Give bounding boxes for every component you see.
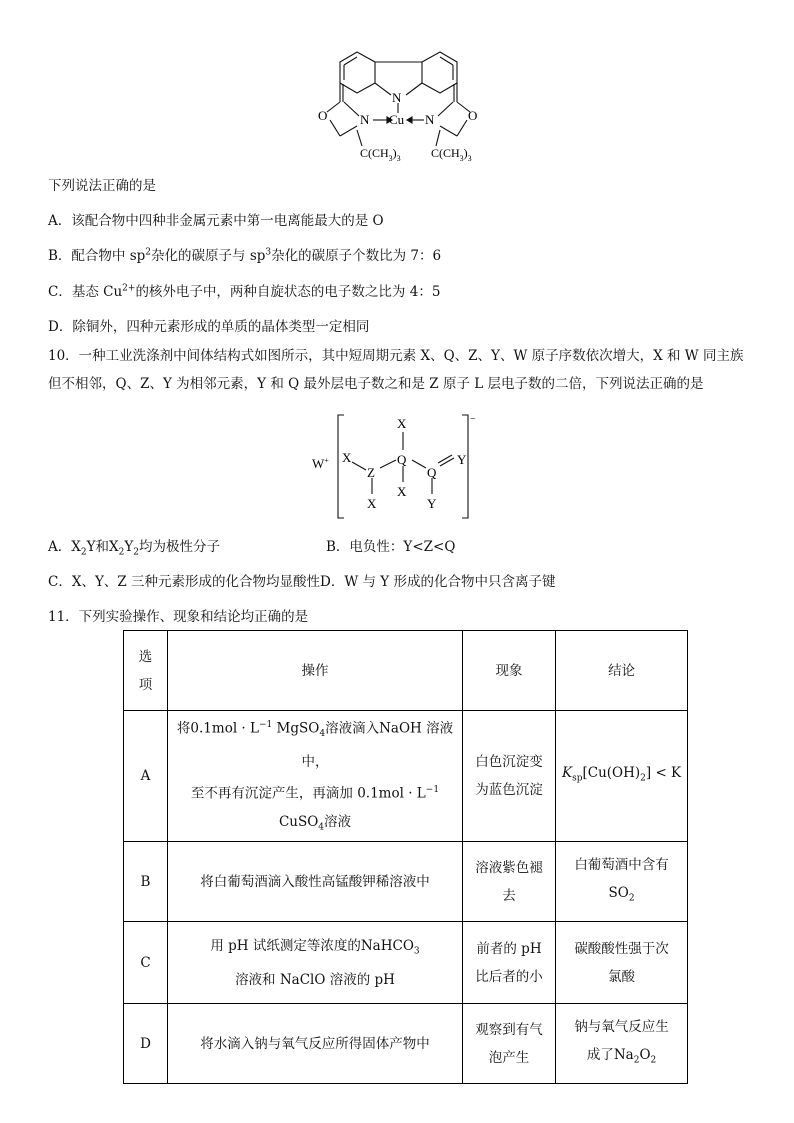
q-right-label: Q: [427, 465, 437, 480]
q10-options-c-d: C．X、Y、Z 三种元素形成的化合物均显酸性D．W 与 Y 形成的化合物中只含离子键: [48, 574, 556, 590]
row-d-option: D: [124, 1004, 168, 1084]
experiment-table: [123, 630, 688, 1084]
row-b-operation: 将白葡萄酒滴入酸性高锰酸钾稀溶液中: [168, 842, 463, 922]
q-center-label: Q: [397, 452, 407, 467]
anion-charge-label: −: [470, 414, 476, 425]
table-row: [124, 842, 688, 922]
tbu-right-label: $C(CH_3)_3$: [431, 146, 472, 163]
q10-option-a: A．$X_2Y$和$X_2Y_2$均为极性分子: [48, 539, 221, 558]
row-b-conclusion: 白葡萄酒中含有 $SO_2$: [556, 842, 688, 922]
table-row: [124, 1004, 688, 1084]
w-cation-label: W+: [312, 456, 329, 471]
row-a-operation: 将$0.1mol \cdot L^{-1}$ MgSO$_4$溶液滴入NaOH 溶液中， 至不再有沉淀产生，再滴加 $0.1mol \cdot L^{-1}$ CuSO$_4$溶液: [168, 711, 463, 842]
row-d-operation: 将水滴入钠与氧气反应所得固体产物中: [168, 1004, 463, 1084]
row-b-phenomenon: 溶液紫色褪 去: [463, 842, 556, 922]
q9-option-b: B．配合物中 $sp^2$杂化的碳原子与 $sp^3$杂化的碳原子个数比为 7：6: [48, 247, 442, 264]
row-c-operation: 用 pH 试纸测定等浓度的NaHCO$_3$ 溶液和 NaClO 溶液的 pH: [168, 922, 463, 1004]
row-a-phenomenon: 白色沉淀变 为蓝色沉淀: [463, 711, 556, 842]
detergent-structure: [308, 410, 488, 525]
header-conclusion: 结论: [556, 631, 688, 711]
q9-option-a: A．该配合物中四种非金属元素中第一电离能最大的是 O: [48, 213, 384, 229]
header-operation: 操作: [168, 631, 463, 711]
table-row: [124, 711, 688, 842]
row-a-option: A: [124, 711, 168, 842]
row-a-conclusion: $K_{sp}[Cu(OH)_2] < K$: [556, 711, 688, 842]
cu-label: Cu: [389, 112, 405, 127]
row-c-option: C: [124, 922, 168, 1004]
row-c-conclusion: 碳酸酸性强于次 氯酸: [556, 922, 688, 1004]
x-left-label: X: [342, 450, 352, 465]
x-bottom-q-label: X: [397, 484, 407, 499]
row-c-phenomenon: 前者的 pH 比后者的小: [463, 922, 556, 1004]
q9-stem: 下列说法正确的是: [48, 178, 156, 194]
row-d-conclusion: 钠与氧气反应生 成了$Na_2O_2$: [556, 1004, 688, 1084]
q11-stem: 11．下列实验操作、现象和结论均正确的是: [48, 609, 309, 625]
q10-option-b: B．电负性：Y<Z<Q: [326, 539, 456, 555]
table-row: [124, 922, 688, 1004]
copper-complex-structure: [300, 40, 500, 170]
oxazoline-n-left-label: N: [360, 112, 370, 127]
x-top-label: X: [397, 416, 407, 431]
carbazole-n-label: N: [392, 90, 402, 105]
y-bottom-label: Y: [427, 496, 437, 511]
oxazoline-o-right-label: O: [468, 108, 478, 123]
y-double-label: Y: [457, 452, 467, 467]
header-option: 选 项: [124, 631, 168, 711]
row-d-phenomenon: 观察到有气 泡产生: [463, 1004, 556, 1084]
tbu-left-label: $C(CH_3)_3$: [360, 146, 401, 163]
z-label: Z: [367, 465, 375, 480]
q9-option-d: D．除铜外，四种元素形成的单质的晶体类型一定相同: [48, 319, 370, 335]
header-phenomenon: 现象: [463, 631, 556, 711]
q9-option-c: C．基态 $Cu^{2+}$的核外电子中，两种自旋状态的电子数之比为 4：5: [48, 283, 441, 300]
x-bottom-z-label: X: [367, 496, 377, 511]
q10-stem: 10．一种工业洗涤剂中间体结构式如图所示，其中短周期元素 X、Q、Z、Y、W 原子序数依次增大，X 和 W 同主族但不相邻，Q、Z、Y 为相邻元素，Y 和 Q 最外层电子数之和是 Z 原子 L 层电子数的二倍，下列说法正确的是: [48, 348, 744, 392]
oxazoline-n-right-label: N: [425, 112, 435, 127]
table-header-row: [124, 631, 688, 711]
row-b-option: B: [124, 842, 168, 922]
oxazoline-o-left-label: O: [318, 108, 328, 123]
